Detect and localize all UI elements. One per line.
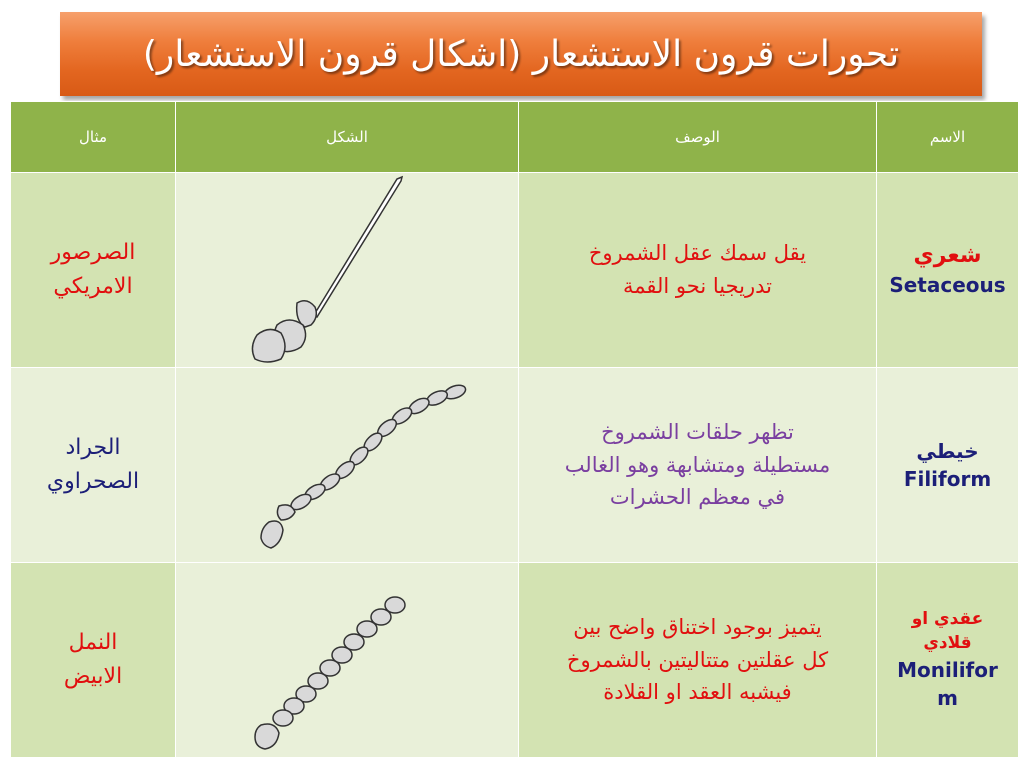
description-line: يقل سمك عقل الشمروخ bbox=[588, 241, 807, 266]
shape-cell bbox=[176, 368, 519, 563]
shape-cell bbox=[176, 173, 519, 368]
description-line: تظهر حلقات الشمروخ bbox=[601, 420, 794, 445]
example-cell bbox=[11, 368, 176, 563]
description-cell bbox=[519, 173, 877, 368]
table-row bbox=[11, 173, 1019, 368]
name-arabic: قلادي bbox=[923, 633, 972, 653]
name-cell bbox=[877, 563, 1019, 758]
name-english: Setaceous bbox=[889, 273, 1006, 298]
name-cell bbox=[877, 368, 1019, 563]
name-english: m bbox=[937, 685, 958, 710]
setaceous-antenna-icon bbox=[197, 175, 497, 365]
description-cell bbox=[519, 563, 877, 758]
header-shape: الشكل bbox=[176, 102, 519, 173]
example-line: النمل bbox=[68, 629, 118, 655]
table-row bbox=[11, 368, 1019, 563]
title-banner bbox=[60, 12, 982, 96]
name-english: Monilifor bbox=[897, 657, 998, 682]
description-line: يتميز بوجود اختناق واضح بين bbox=[573, 615, 822, 640]
example-line: الجراد bbox=[65, 434, 121, 460]
header-name: الاسم bbox=[877, 102, 1019, 173]
name-arabic: شعري bbox=[913, 242, 982, 268]
description-cell bbox=[519, 368, 877, 563]
description-line: مستطيلة ومتشابهة وهو الغالب bbox=[564, 452, 831, 477]
header-row bbox=[11, 102, 1019, 173]
description-line: كل عقلتين متتاليتين بالشمروخ bbox=[566, 647, 829, 672]
description-line: في معظم الحشرات bbox=[609, 485, 786, 510]
shape-cell bbox=[176, 563, 519, 758]
example-line: الامريكي bbox=[53, 274, 133, 299]
example-line: الصرصور bbox=[50, 239, 136, 265]
page-title: تحورات قرون الاستشعار (اشكال قرون الاستشعار) bbox=[142, 33, 900, 75]
example-cell bbox=[11, 173, 176, 368]
header-description: الوصف bbox=[519, 102, 877, 173]
name-arabic: عقدي او bbox=[911, 609, 984, 630]
name-arabic: خيطي bbox=[916, 439, 979, 463]
description-line: تدريجيا نحو القمة bbox=[623, 274, 772, 298]
name-english: Filiform bbox=[903, 467, 992, 491]
table-row bbox=[11, 563, 1019, 758]
name-cell bbox=[877, 173, 1019, 368]
example-line: الابيض bbox=[63, 664, 123, 689]
header-example: مثال bbox=[11, 102, 176, 173]
description-line: فيشبه العقد او القلادة bbox=[603, 680, 792, 705]
moniliform-antenna-icon bbox=[197, 565, 497, 755]
antenna-table bbox=[10, 101, 1019, 758]
filiform-antenna-icon bbox=[197, 370, 497, 560]
example-cell bbox=[11, 563, 176, 758]
example-line: الصحراوي bbox=[46, 469, 140, 494]
